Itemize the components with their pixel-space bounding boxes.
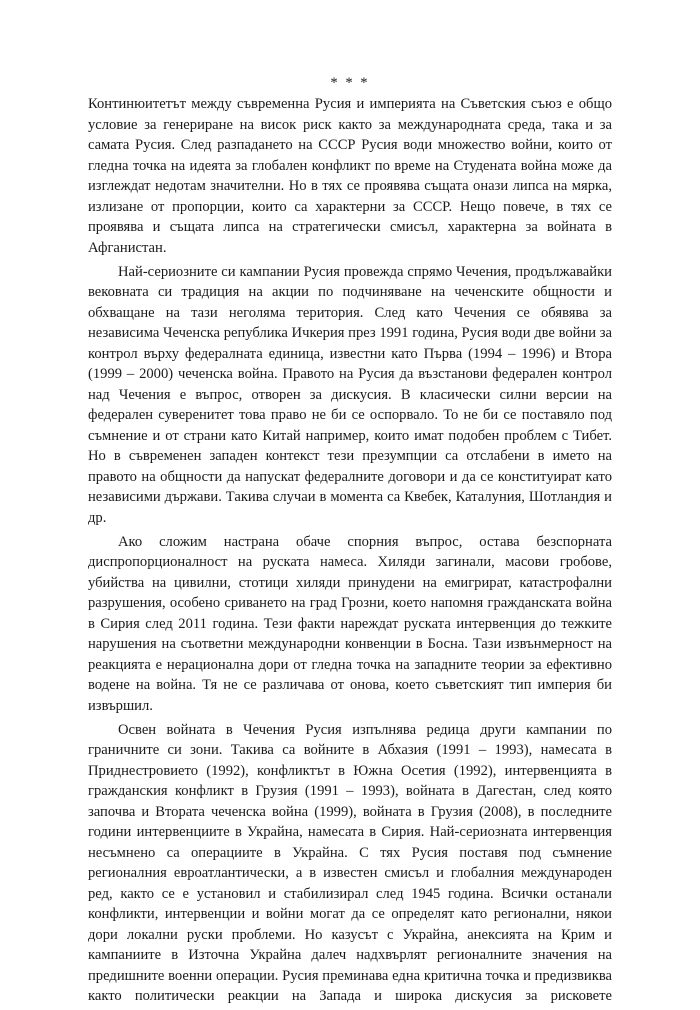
paragraph-other-campaigns: Освен войната в Чечения Русия изпълнява редица други кампании по граничните си зони. Такива са войните в Абхазия (1991 – 1993), намесата в Приднестровието (1992), конфликтът в Южна Осетия (1992), интервенцията в гражданския конфликт в Грузия (1991 – 1993), войната в Дагестан, след която започва и Втората чеченска война (1999), войната в Грузия (2008), в последните години интервенциите в Украйна, намесата в Сирия. Най-сериозната интервенция несъмнено са операциите в Украйна. С тях Русия поставя под съмнение регионалния евроатлантически, а в известен смисъл и глобалния международен ред, както се е установил и стабилизирал след 1945 година. Всички останали конфликти, интервенции и войни могат да се определят като регионални, някои дори локални руски проблеми. Но казусът с Украйна, анексията на Крим и кампаниите в Източна Украйна далеч надхвърлят регионалните значения на предишните военни операции. Русия преминава една критична точка и предизвиква както политически реакции на Запада и широка дискусия за рисковете — [88, 721, 612, 1004]
section-separator: * * * — [330, 75, 370, 91]
paragraph-continuity: Континюитетът между съвременна Русия и империята на Съветския съюз е общо условие за генериране на висок риск както за международната среда, така и за самата Русия. След разпадането на СССР Русия води множество войни, които от гледна точка на идеята за глобален конфликт по време на Студената война може да изглеждат недотам значителни. Но в тях се проявява същата онази липса на мярка, излизане от пропорции, които са характерни за СССР. Нещо повече, в тях се проявява и същата липса на стратегически смисъл, характерна за войната в Афганистан. — [88, 96, 612, 256]
document-page — [88, 72, 612, 1010]
paragraph-chechnya: Най-сериозните си кампании Русия провежда спрямо Чечения, продължавайки вековната си традиция на акции по подчиняване на чеченските общности и обхващане на тази неголяма територия. След като Чечения се обявява за независима Чеченска република Ичкерия през 1991 година, Русия води две войни за контрол върху федералната единица, известни като Първа (1994 – 1996) и Втора (1999 – 2000) чеченска война. Правото на Русия да възстанови федерален контрол над Чечения е въпрос, отворен за дискусия. В класически силни версии на федерален суверенитет това право не би се оспорвало. То не би се поставяло под съмнение и от страни като Китай например, които имат подобен проблем с Тибет. Но в съвременен западен контекст тези презумпции са отслабени в името на правото на общности да напускат федералните договори и да се конституират като независими държави. Такива случаи в момента са Квебек, Каталуния, Шотландия и др. — [88, 263, 612, 526]
paragraph-disproportion: Ако сложим настрана обаче спорния въпрос, остава безспорната диспропорционалност на руската намеса. Хиляди загинали, масови гробове, убийства на цивилни, стотици хиляди принудени на емигрират, катастрофални разрушения, особено сриването на град Грозни, което напомня гражданската война в Сирия след 2011 година. Тези факти нареждат руската интервенция до тежките нарушения на съответни международни конвенции в Босна. Тази извънмерност на реакцията е нерационална дори от гледна точка на западните теории за ефективно водене на война. Тя не се различава от онова, което съветският тип империя би извършил. — [88, 533, 612, 714]
